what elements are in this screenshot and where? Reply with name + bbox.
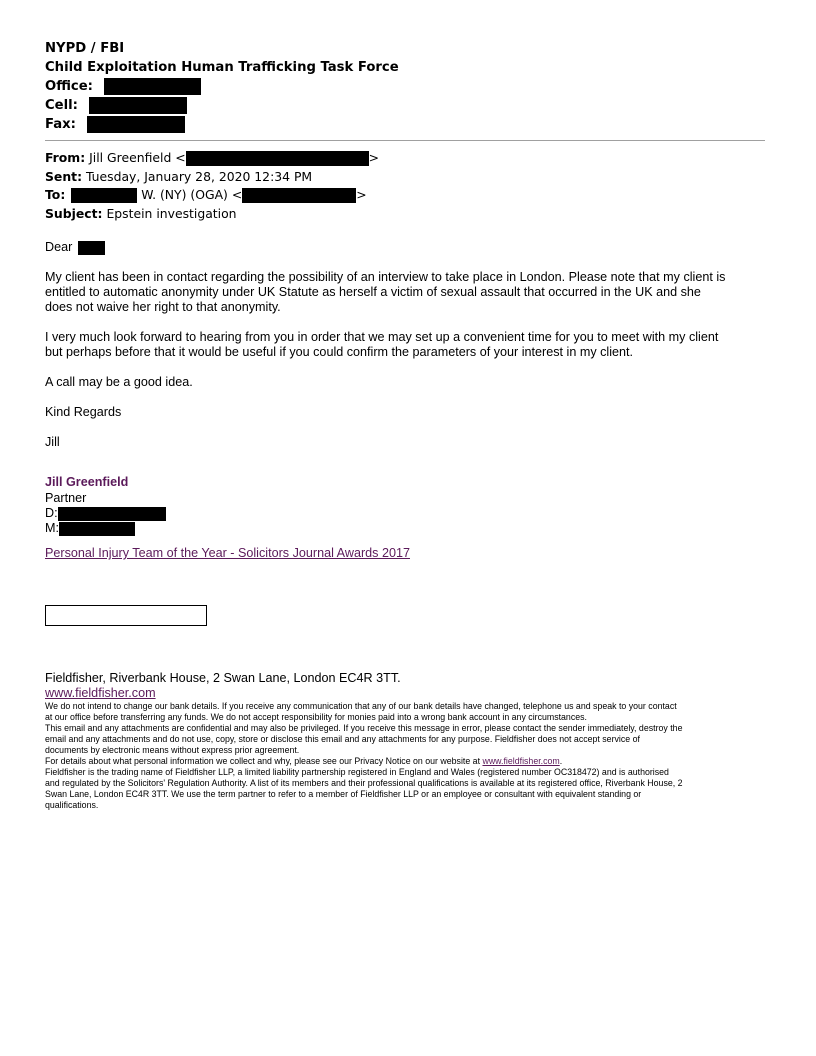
paragraph-line: I very much look forward to hearing from you in order that we may set up a convenient time for you to meet with my client (45, 330, 719, 344)
image-placeholder (45, 605, 207, 626)
award-link[interactable]: Personal Injury Team of the Year - Solicitors Journal Awards 2017 (45, 546, 410, 560)
cell-label: Cell: (45, 98, 78, 113)
greeting (45, 240, 105, 255)
sent-label: Sent: (45, 168, 83, 184)
privacy-website-link[interactable]: www.fieldfisher.com (482, 756, 560, 766)
task-force-name: Child Exploitation Human Trafficking Task Force (45, 60, 399, 75)
subject-line (45, 205, 379, 224)
redaction-box (87, 116, 185, 133)
redaction-box (186, 151, 369, 166)
to-line (45, 186, 379, 205)
signature-name: Jill Greenfield (45, 475, 129, 489)
disclaimer-line: qualifications. (45, 800, 99, 810)
paragraph-1 (45, 270, 725, 315)
direct-line (45, 506, 166, 521)
to-value: W. (NY) (OGA) < (141, 187, 243, 202)
subject-value: Epstein investigation (106, 205, 237, 221)
redaction-box (242, 188, 356, 203)
paragraph-3: A call may be a good idea. (45, 375, 193, 389)
disclaimer-line: We do not intend to change our bank details. If you receive any communication that any of our bank details have changed, telephone us and speak to your contact (45, 701, 677, 711)
header-divider (45, 140, 765, 141)
redaction-box (78, 241, 105, 255)
greeting-text: Dear (45, 240, 73, 254)
disclaimer-line: Fieldfisher is the trading name of Fieldfisher LLP, a limited liability partnership registered in England and Wales (registered number OC318472) and is authorised (45, 767, 669, 777)
signature-title: Partner (45, 491, 87, 505)
sent-value: Tuesday, January 28, 2020 12:34 PM (85, 168, 313, 184)
fax-line (45, 115, 399, 134)
signoff: Jill (45, 435, 60, 449)
email-header (45, 149, 379, 223)
agency-line: NYPD / FBI (45, 41, 125, 56)
disclaimer-line: Swan Lane, London EC4R 3TT. We use the term partner to refer to a member of Fieldfisher LLP or an employee or consultant with equivalent standing or (45, 789, 642, 799)
subject-label: Subject: (45, 205, 103, 221)
from-value: Jill Greenfield < (89, 150, 186, 165)
from-close: > (368, 150, 380, 165)
disclaimer-line: email and any attachments and do not use, copy, store or disclose this email and any attachments for any purpose. Fieldfisher does not accept service of (45, 734, 640, 744)
disclaimer-line: at our office before transferring any funds. We do not accept responsibility for monies paid into a wrong bank account in any circumstances. (45, 712, 587, 722)
from-label: From: (45, 150, 86, 165)
privacy-line (45, 756, 773, 767)
website-link[interactable]: www.fieldfisher.com (45, 686, 156, 700)
paragraph-line: My client has been in contact regarding the possibility of an interview to take place in London. Please note that my client is (45, 270, 726, 284)
mobile-label: M: (45, 521, 59, 535)
redaction-box (59, 522, 135, 536)
sent-line (45, 168, 379, 187)
cell-line (45, 96, 399, 115)
task-force-header (45, 39, 399, 134)
redaction-box (104, 78, 201, 95)
disclaimer (45, 701, 773, 811)
paragraph-line: entitled to automatic anonymity under UK Statute as herself a victim of sexual assault that occurred in the UK and she (45, 285, 701, 299)
from-line (45, 149, 379, 168)
to-label: To: (45, 187, 66, 202)
direct-label: D: (45, 506, 58, 520)
mobile-line (45, 521, 135, 536)
paragraph-2 (45, 330, 718, 360)
firm-address: Fieldfisher, Riverbank House, 2 Swan Lane, London EC4R 3TT. (45, 671, 401, 685)
privacy-end: . (559, 756, 563, 766)
privacy-text: For details about what personal information we collect and why, please see our Privacy Notice on our website at (45, 756, 483, 766)
closing: Kind Regards (45, 405, 122, 419)
office-line (45, 77, 399, 96)
paragraph-line: but perhaps before that it would be useful if you could confirm the parameters of your interest in my client. (45, 345, 634, 359)
redaction-box (58, 507, 166, 521)
to-close: > (356, 187, 367, 202)
fax-label: Fax: (45, 117, 76, 132)
office-label: Office: (45, 79, 93, 94)
redaction-box (71, 188, 137, 203)
disclaimer-line: documents by electronic means without express prior agreement. (45, 745, 300, 755)
disclaimer-line: and regulated by the Solicitors' Regulation Authority. A list of its members and their professional qualifications is available at its registered office, Riverbank House, 2 (45, 778, 683, 788)
paragraph-line: does not waive her right to that anonymity. (45, 300, 281, 314)
disclaimer-line: This email and any attachments are confidential and may also be privileged. If you receive this message in error, please contact the sender immediately, destroy the (45, 723, 683, 733)
redaction-box (89, 97, 187, 114)
